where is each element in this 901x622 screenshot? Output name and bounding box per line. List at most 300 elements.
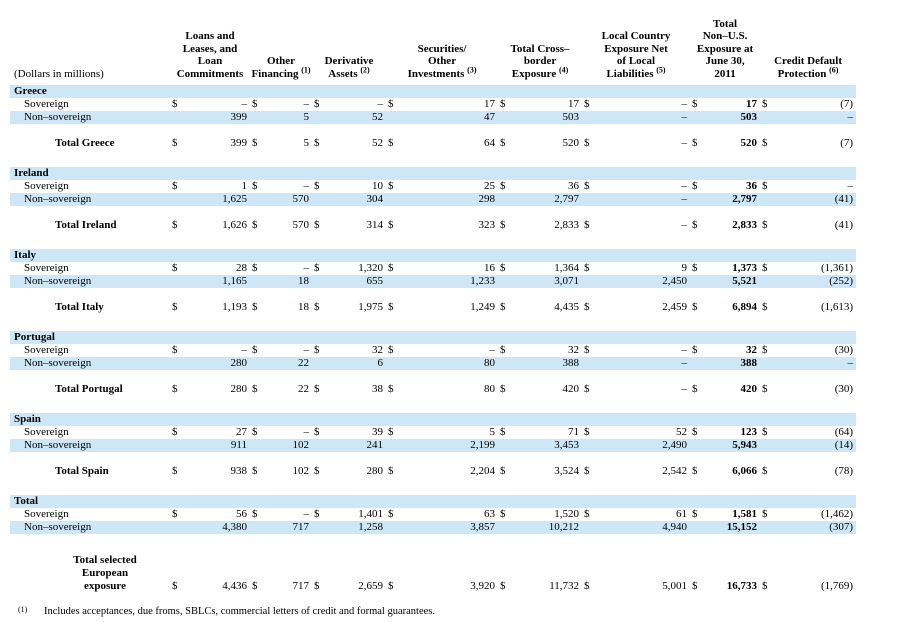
currency-symbol — [582, 193, 598, 206]
currency-symbol — [386, 193, 402, 206]
row-label: Sovereign — [24, 344, 69, 356]
row-label: Sovereign — [24, 98, 69, 110]
spacer-cell — [10, 314, 856, 331]
total-label-lines — [46, 554, 164, 593]
value-cell: 717 — [266, 521, 312, 534]
currency-symbol: $ — [388, 301, 394, 313]
currency-symbol: $ — [500, 98, 506, 110]
currency-symbol — [386, 357, 402, 370]
value-cell: 36 — [568, 180, 580, 192]
value-cell: 47 — [402, 111, 498, 124]
currency-symbol: $ — [172, 580, 178, 592]
value-cell: – — [598, 357, 690, 370]
section-header-spain — [10, 413, 856, 426]
header-footnote-marker: (3) — [467, 64, 477, 74]
value-cell: 52 — [372, 137, 384, 149]
value-cell: – — [847, 180, 854, 192]
value-cell: 280 — [230, 383, 248, 395]
value-cell: (252) — [776, 275, 856, 288]
value-cell: (41) — [834, 219, 854, 231]
currency-symbol: $ — [172, 465, 178, 477]
column-header-line: Financing $^{(1)}$ — [251, 64, 311, 80]
currency-symbol: $ — [500, 301, 506, 313]
currency-symbol: $ — [584, 180, 590, 192]
currency-symbol: $ — [314, 262, 320, 274]
currency-symbol: $ — [584, 262, 590, 274]
value-cell: 399 — [230, 137, 248, 149]
footnote-text: Includes acceptances, due froms, SBLCs, commercial letters of credit and formal guarantees. — [44, 606, 435, 617]
value-cell: 911 — [186, 439, 250, 452]
value-cell: 5 — [489, 426, 496, 438]
currency-symbol: $ — [584, 465, 590, 477]
value-cell: 570 — [266, 193, 312, 206]
value-cell: 520 — [562, 137, 580, 149]
row-spain-non-sovereign — [10, 439, 856, 452]
currency-symbol: $ — [388, 98, 394, 110]
section-header-total — [10, 495, 856, 508]
value-cell: 1,975 — [358, 301, 384, 313]
value-cell: (30) — [834, 344, 854, 356]
value-cell: 10 — [372, 180, 384, 192]
currency-symbol: $ — [500, 580, 506, 592]
currency-symbol: $ — [172, 219, 178, 231]
value-cell: 63 — [484, 508, 496, 520]
section-gap — [10, 288, 856, 301]
footnote-1 — [10, 606, 901, 617]
currency-symbol: $ — [762, 262, 768, 274]
column-header-line: Other — [266, 55, 296, 67]
section-gap — [10, 478, 856, 495]
value-cell: 28 — [236, 262, 248, 274]
currency-symbol: $ — [584, 301, 590, 313]
currency-symbol: $ — [314, 344, 320, 356]
value-cell: – — [377, 98, 384, 110]
value-cell: 280 — [186, 357, 250, 370]
currency-symbol — [250, 275, 266, 288]
column-header-line: Credit Default — [774, 55, 842, 67]
value-cell: 241 — [328, 439, 386, 452]
currency-symbol: $ — [314, 137, 320, 149]
row-label: Non–sovereign — [10, 357, 170, 370]
section-gap — [10, 150, 856, 167]
currency-symbol: $ — [314, 508, 320, 520]
row-label: Non–sovereign — [10, 275, 170, 288]
value-cell: – — [681, 180, 688, 192]
value-cell: – — [241, 98, 248, 110]
row-label: Sovereign — [24, 426, 69, 438]
value-cell: 2,659 — [358, 580, 384, 592]
section-header-ireland — [10, 167, 856, 180]
currency-symbol — [582, 439, 598, 452]
table-header-row — [10, 6, 856, 85]
row-ireland-sovereign — [10, 180, 856, 193]
value-cell: 2,199 — [402, 439, 498, 452]
value-cell: (307) — [776, 521, 856, 534]
value-cell: 298 — [402, 193, 498, 206]
header-footnote-marker: (4) — [558, 64, 569, 74]
currency-symbol — [386, 439, 402, 452]
currency-symbol: $ — [584, 580, 590, 592]
column-header-line: Non–U.S. — [702, 30, 748, 42]
currency-symbol — [312, 193, 328, 206]
column-header-line: June 30, — [705, 55, 745, 67]
currency-symbol — [498, 275, 514, 288]
column-header-8 — [760, 6, 856, 85]
currency-symbol — [386, 275, 402, 288]
total-label-line: Total selected — [73, 554, 137, 566]
currency-symbol: $ — [500, 508, 506, 520]
value-cell: 2,797 — [706, 193, 760, 206]
value-cell: 22 — [266, 357, 312, 370]
currency-symbol — [582, 111, 598, 124]
value-cell: 4,436 — [222, 580, 248, 592]
column-header-7 — [690, 6, 760, 85]
currency-symbol: $ — [172, 508, 178, 520]
currency-symbol: $ — [500, 180, 506, 192]
value-cell: 4,380 — [186, 521, 250, 534]
currency-symbol: $ — [252, 465, 258, 477]
total-label: Total Spain — [55, 465, 109, 477]
column-header-line: Other — [427, 55, 457, 67]
currency-symbol: $ — [252, 344, 258, 356]
column-header-line: Exposure Net — [604, 42, 668, 55]
value-cell: 16,733 — [726, 580, 758, 592]
section-title: Total — [10, 495, 856, 508]
header-footnote-marker: (1) — [301, 64, 311, 74]
column-header-line: Total Cross– — [510, 42, 570, 55]
currency-symbol: $ — [762, 344, 768, 356]
value-cell: 388 — [514, 357, 582, 370]
currency-symbol: $ — [762, 301, 768, 313]
spacer-cell — [10, 370, 856, 383]
currency-symbol: $ — [692, 580, 698, 592]
column-header-line: border — [523, 55, 557, 67]
currency-symbol — [250, 521, 266, 534]
currency-symbol: $ — [388, 137, 394, 149]
value-cell: 16 — [484, 262, 496, 274]
value-cell: 1 — [241, 180, 248, 192]
value-cell: 36 — [746, 180, 758, 192]
currency-symbol: $ — [500, 344, 506, 356]
spacer-cell — [10, 534, 856, 547]
currency-symbol — [690, 439, 706, 452]
column-header-line: Total — [713, 17, 738, 30]
currency-symbol: $ — [314, 219, 320, 231]
row-italy-sovereign — [10, 262, 856, 275]
value-cell: 25 — [484, 180, 496, 192]
value-cell: 2,459 — [662, 301, 688, 313]
currency-symbol: $ — [172, 301, 178, 313]
currency-symbol — [582, 521, 598, 534]
value-cell: – — [776, 357, 856, 370]
row-total-greece — [10, 137, 856, 150]
value-cell: 717 — [292, 580, 310, 592]
currency-symbol — [250, 357, 266, 370]
value-cell: (30) — [834, 383, 854, 395]
value-cell: 570 — [292, 219, 310, 231]
value-cell: 5,001 — [662, 580, 688, 592]
value-cell: 10,212 — [514, 521, 582, 534]
value-cell: (14) — [776, 439, 856, 452]
value-cell: – — [681, 98, 688, 110]
units-label: (Dollars in millions) — [14, 67, 104, 80]
row-total-portugal — [10, 383, 856, 396]
value-cell: 323 — [478, 219, 496, 231]
value-cell: (1,613) — [820, 301, 854, 313]
value-cell: 3,920 — [470, 580, 496, 592]
section-title: Italy — [10, 249, 856, 262]
currency-symbol: $ — [252, 98, 258, 110]
value-cell: 123 — [740, 426, 758, 438]
value-cell: – — [681, 219, 688, 231]
currency-symbol: $ — [500, 262, 506, 274]
value-cell: 18 — [266, 275, 312, 288]
currency-symbol — [312, 521, 328, 534]
value-cell: 80 — [402, 357, 498, 370]
currency-symbol: $ — [584, 383, 590, 395]
currency-symbol: $ — [252, 580, 258, 592]
currency-symbol — [250, 439, 266, 452]
value-cell: 18 — [298, 301, 310, 313]
value-cell: 388 — [706, 357, 760, 370]
currency-symbol: $ — [388, 219, 394, 231]
currency-symbol: $ — [172, 262, 178, 274]
section-title: Portugal — [10, 331, 856, 344]
value-cell: 27 — [236, 426, 248, 438]
total-label: Total Italy — [55, 301, 104, 313]
spacer-cell — [10, 206, 856, 219]
currency-symbol: $ — [762, 98, 768, 110]
section-header-italy — [10, 249, 856, 262]
column-header-line: Loan — [197, 55, 223, 67]
row-total-non-sovereign — [10, 521, 856, 534]
currency-symbol: $ — [584, 426, 590, 438]
value-cell: (41) — [776, 193, 856, 206]
currency-symbol: $ — [314, 465, 320, 477]
value-cell: – — [303, 98, 310, 110]
currency-symbol: $ — [252, 301, 258, 313]
value-cell: 2,450 — [598, 275, 690, 288]
header-footnote-marker: (2) — [360, 64, 370, 74]
value-cell: 1,249 — [470, 301, 496, 313]
currency-symbol: $ — [692, 426, 698, 438]
currency-symbol: $ — [500, 137, 506, 149]
value-cell: 32 — [372, 344, 384, 356]
value-cell: 314 — [366, 219, 384, 231]
value-cell: 6,066 — [732, 465, 758, 477]
column-header-4 — [386, 6, 498, 85]
currency-symbol — [170, 357, 186, 370]
value-cell: (1,361) — [820, 262, 854, 274]
currency-symbol: $ — [762, 219, 768, 231]
value-cell: 32 — [568, 344, 580, 356]
value-cell: 2,797 — [514, 193, 582, 206]
value-cell: (64) — [834, 426, 854, 438]
value-cell: – — [681, 137, 688, 149]
currency-symbol: $ — [252, 219, 258, 231]
currency-symbol — [690, 275, 706, 288]
value-cell: 1,320 — [358, 262, 384, 274]
value-cell: 1,373 — [732, 262, 758, 274]
value-cell: 2,542 — [662, 465, 688, 477]
currency-symbol — [312, 111, 328, 124]
column-header-2 — [250, 6, 312, 85]
row-spain-sovereign — [10, 426, 856, 439]
currency-symbol: $ — [762, 137, 768, 149]
currency-symbol: $ — [584, 98, 590, 110]
value-cell: 11,732 — [549, 580, 580, 592]
value-cell: 52 — [328, 111, 386, 124]
column-header-3 — [312, 6, 386, 85]
row-total-ireland — [10, 219, 856, 232]
section-header-greece — [10, 85, 856, 98]
value-cell: 71 — [568, 426, 580, 438]
row-label: Non–sovereign — [10, 111, 170, 124]
currency-symbol: $ — [252, 137, 258, 149]
value-cell: 5,943 — [706, 439, 760, 452]
spacer-cell — [10, 288, 856, 301]
currency-symbol — [760, 521, 776, 534]
value-cell: 80 — [484, 383, 496, 395]
column-header-line: Exposure at — [696, 42, 754, 55]
value-cell: – — [303, 262, 310, 274]
column-header-line: Local Country — [601, 30, 671, 42]
section-gap — [10, 452, 856, 465]
row-greece-non-sovereign — [10, 111, 856, 124]
currency-symbol: $ — [314, 98, 320, 110]
currency-symbol: $ — [172, 344, 178, 356]
value-cell: 102 — [292, 465, 310, 477]
value-cell: 4,940 — [598, 521, 690, 534]
value-cell: 17 — [484, 98, 496, 110]
value-cell: 655 — [328, 275, 386, 288]
row-portugal-non-sovereign — [10, 357, 856, 370]
value-cell: 52 — [676, 426, 688, 438]
currency-symbol: $ — [172, 426, 178, 438]
currency-symbol — [690, 193, 706, 206]
section-gap — [10, 124, 856, 137]
currency-symbol: $ — [692, 98, 698, 110]
value-cell: 1,193 — [222, 301, 248, 313]
total-label-line: exposure — [84, 580, 126, 592]
currency-symbol — [250, 111, 266, 124]
row-label: Sovereign — [24, 180, 69, 192]
currency-symbol — [582, 357, 598, 370]
row-total-total — [10, 547, 856, 593]
total-label: Total Ireland — [55, 219, 117, 231]
header-footnote-marker: (5) — [656, 64, 666, 74]
currency-symbol — [760, 357, 776, 370]
section-title: Spain — [10, 413, 856, 426]
row-total-italy — [10, 301, 856, 314]
value-cell: 2,204 — [470, 465, 496, 477]
currency-symbol: $ — [692, 180, 698, 192]
value-cell: 2,833 — [732, 219, 758, 231]
currency-symbol: $ — [252, 262, 258, 274]
spacer-cell — [10, 124, 856, 137]
total-label-line: European — [81, 567, 129, 579]
section-gap — [10, 396, 856, 413]
row-label: Sovereign — [24, 262, 69, 274]
column-header-line: Protection $^{(6)}$ — [777, 64, 839, 80]
value-cell: – — [598, 111, 690, 124]
value-cell: 3,524 — [554, 465, 580, 477]
value-cell: 280 — [366, 465, 384, 477]
column-header-line: Leases, and — [182, 42, 238, 55]
value-cell: 1,626 — [222, 219, 248, 231]
currency-symbol: $ — [314, 426, 320, 438]
currency-symbol — [386, 521, 402, 534]
currency-symbol: $ — [500, 219, 506, 231]
value-cell: 6,894 — [732, 301, 758, 313]
currency-symbol — [498, 521, 514, 534]
value-cell: 420 — [562, 383, 580, 395]
value-cell: 1,364 — [554, 262, 580, 274]
currency-symbol: $ — [762, 508, 768, 520]
value-cell: 9 — [681, 262, 688, 274]
currency-symbol — [760, 111, 776, 124]
currency-symbol — [312, 357, 328, 370]
value-cell: 304 — [328, 193, 386, 206]
spacer-cell — [10, 150, 856, 167]
value-cell: – — [681, 383, 688, 395]
value-cell: 102 — [266, 439, 312, 452]
column-header-line: Loans and — [185, 30, 235, 42]
value-cell: 520 — [740, 137, 758, 149]
total-label: Total Portugal — [55, 383, 123, 395]
currency-symbol — [498, 111, 514, 124]
currency-symbol: $ — [692, 137, 698, 149]
column-header-5 — [498, 6, 582, 85]
currency-symbol — [690, 111, 706, 124]
column-header-line: Securities/ — [417, 42, 467, 55]
currency-symbol — [386, 111, 402, 124]
value-cell: (78) — [834, 465, 854, 477]
currency-symbol: $ — [172, 98, 178, 110]
currency-symbol: $ — [762, 580, 768, 592]
row-label: Non–sovereign — [10, 193, 170, 206]
currency-symbol: $ — [388, 344, 394, 356]
value-cell: 5 — [303, 137, 310, 149]
section-title: Greece — [10, 85, 856, 98]
currency-symbol: $ — [692, 262, 698, 274]
section-gap — [10, 534, 856, 547]
value-cell: 3,857 — [402, 521, 498, 534]
value-cell: (7) — [840, 98, 854, 110]
currency-symbol — [312, 439, 328, 452]
value-cell: 39 — [372, 426, 384, 438]
value-cell: – — [303, 508, 310, 520]
footnote-marker: (1) — [18, 605, 28, 614]
section-title: Ireland — [10, 167, 856, 180]
currency-symbol: $ — [500, 426, 506, 438]
value-cell: 2,833 — [554, 219, 580, 231]
value-cell: – — [241, 344, 248, 356]
total-label: Total Greece — [55, 137, 115, 149]
value-cell: (1,462) — [820, 508, 854, 520]
value-cell: 1,401 — [358, 508, 384, 520]
currency-symbol: $ — [388, 426, 394, 438]
currency-symbol: $ — [172, 383, 178, 395]
row-total-spain — [10, 465, 856, 478]
column-header-line: 2011 — [714, 67, 736, 80]
column-header-6 — [582, 6, 690, 85]
value-cell: 3,071 — [514, 275, 582, 288]
value-cell: 15,152 — [706, 521, 760, 534]
currency-symbol: $ — [692, 465, 698, 477]
currency-symbol — [170, 275, 186, 288]
currency-symbol: $ — [252, 383, 258, 395]
